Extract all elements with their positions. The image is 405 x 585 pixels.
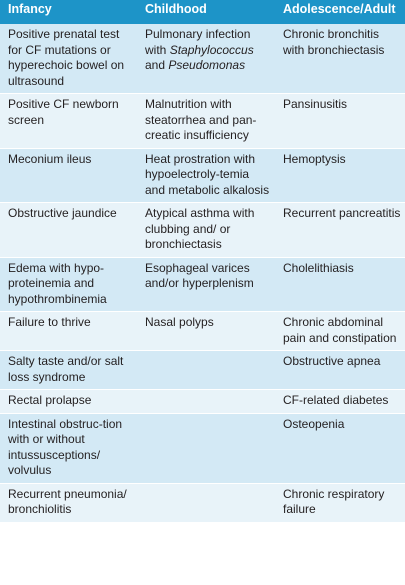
table-row	[0, 148, 405, 203]
header-adolescence-adult: Adolescence/Adult	[275, 0, 405, 24]
cell-adult: Chronic bronchitis with bronchiectasis	[275, 24, 405, 94]
cell-infancy: Rectal prolapse	[0, 390, 137, 414]
cell-infancy: Recurrent pneumonia/ bronchiolitis	[0, 483, 137, 522]
cell-childhood: Heat prostration with hypoelectroly-temia and metabolic alkalosis	[137, 148, 275, 203]
table-row	[0, 390, 405, 414]
cell-infancy: Failure to thrive	[0, 312, 137, 351]
cell-childhood	[137, 24, 275, 94]
cell-adult: Hemoptysis	[275, 148, 405, 203]
cell-childhood: Atypical asthma with clubbing and/ or bronchiectasis	[137, 203, 275, 258]
cell-text: Pulmonary infection with	[145, 27, 251, 57]
cell-infancy: Positive prenatal test for CF mutations or hyperechoic bowel on ultrasound	[0, 24, 137, 94]
cell-childhood: Malnutrition with steatorrhea and pan-creatic insufficiency	[137, 94, 275, 149]
organism-name: Staphylococcus	[169, 42, 254, 57]
table-row	[0, 203, 405, 258]
cell-childhood: Nasal polyps	[137, 312, 275, 351]
table-row	[0, 257, 405, 312]
table-body	[0, 24, 405, 522]
cell-adult: Chronic respiratory failure	[275, 483, 405, 522]
cell-childhood	[137, 351, 275, 390]
cell-childhood	[137, 413, 275, 483]
table-row	[0, 94, 405, 149]
cell-childhood	[137, 390, 275, 414]
table-row	[0, 413, 405, 483]
cell-adult: Obstructive apnea	[275, 351, 405, 390]
table-row	[0, 483, 405, 522]
cell-childhood	[137, 483, 275, 522]
cell-text: and	[145, 58, 169, 72]
header-row	[0, 0, 405, 24]
cell-infancy: Edema with hypo-proteinemia and hypothrombinemia	[0, 257, 137, 312]
cell-adult: Recurrent pancreatitis	[275, 203, 405, 258]
cell-childhood: Esophageal varices and/or hyperplenism	[137, 257, 275, 312]
header-childhood: Childhood	[137, 0, 275, 24]
cell-adult: Pansinusitis	[275, 94, 405, 149]
cell-infancy: Obstructive jaundice	[0, 203, 137, 258]
cell-adult: Chronic abdominal pain and constipation	[275, 312, 405, 351]
cell-infancy: Intestinal obstruc-tion with or without intussusceptions/ volvulus	[0, 413, 137, 483]
header-infancy: Infancy	[0, 0, 137, 24]
table-row	[0, 24, 405, 94]
cell-infancy: Positive CF newborn screen	[0, 94, 137, 149]
table-row	[0, 351, 405, 390]
table-row	[0, 312, 405, 351]
cell-infancy: Meconium ileus	[0, 148, 137, 203]
cell-adult: Osteopenia	[275, 413, 405, 483]
cell-adult: CF-related diabetes	[275, 390, 405, 414]
cell-infancy: Salty taste and/or salt loss syndrome	[0, 351, 137, 390]
table-header	[0, 0, 405, 24]
organism-name: Pseudomonas	[168, 58, 246, 72]
cell-adult: Cholelithiasis	[275, 257, 405, 312]
